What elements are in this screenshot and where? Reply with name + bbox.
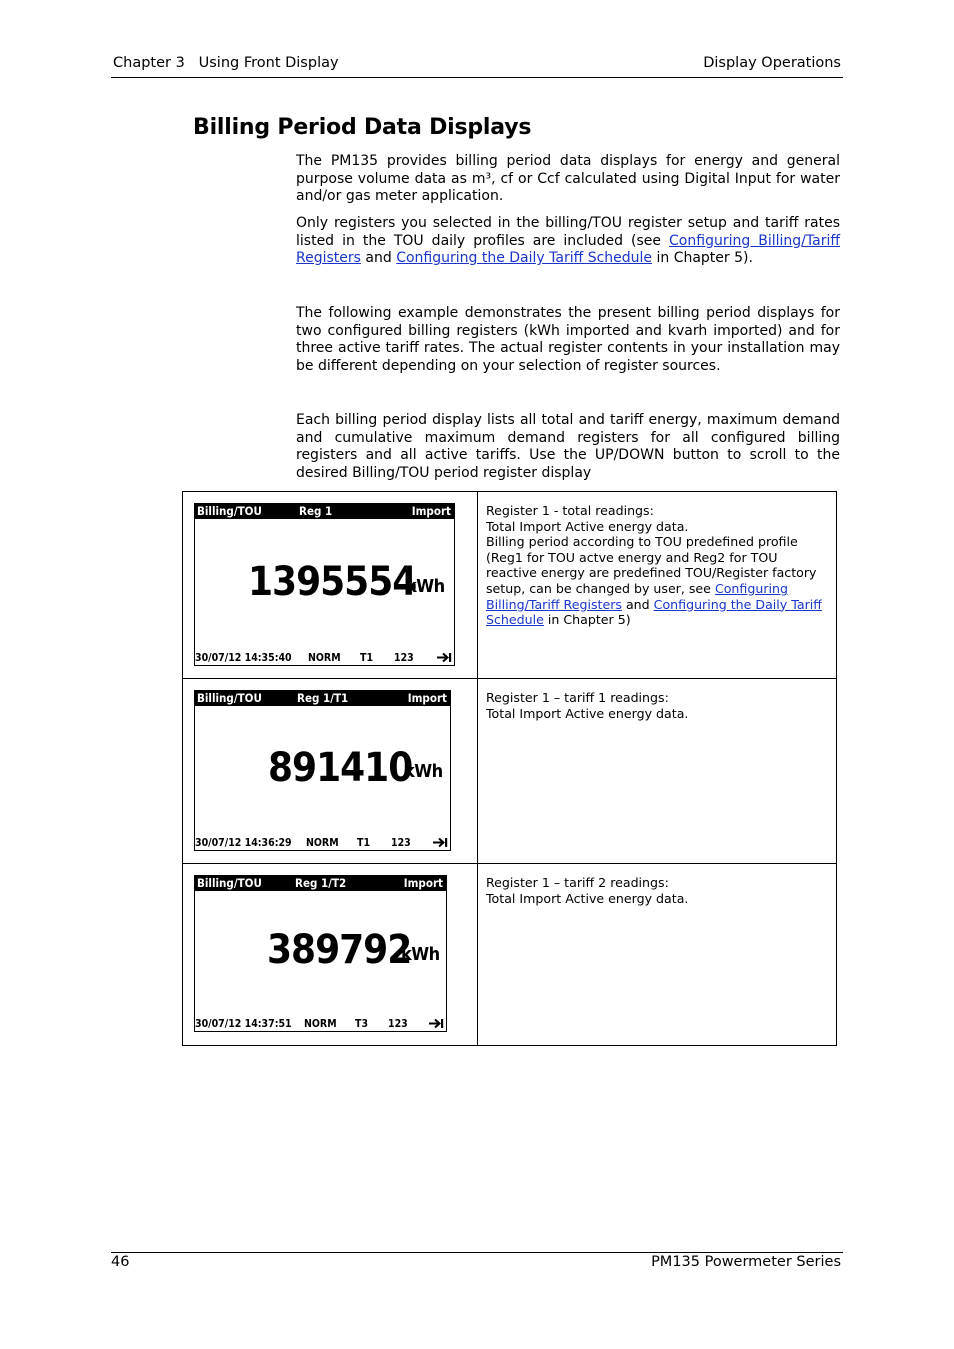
paragraph-registers	[296, 215, 840, 268]
row-description	[486, 875, 831, 906]
description-heading: Register 1 – tariff 2 readings:	[486, 875, 669, 890]
paragraph-example: The following example demonstrates the present billing period displays for two configured billing registers (kWh imported and kvarh imported) and for three active tariff rates. The actual register contents in your installation may be different depending on your selection of register sources.	[296, 305, 840, 374]
paragraph-intro: The PM135 provides billing period data displays for energy and general purpose volume data as m³, cf or Ccf calculated using Digital Input for water and/or gas meter application.	[296, 153, 840, 204]
lcd-direction: Import	[411, 504, 451, 518]
row-description	[486, 690, 831, 721]
lcd-unit: kWh	[404, 761, 443, 782]
lcd-sequence: 123	[394, 652, 414, 664]
lcd-datetime: 30/07/12 14:35:40	[195, 652, 292, 664]
lcd-title-bar	[195, 691, 450, 706]
lcd-register: Reg 1/T1	[297, 691, 349, 705]
row-description	[486, 503, 831, 628]
paragraph-text: and	[360, 250, 397, 266]
lcd-display-total	[194, 503, 455, 666]
lcd-datetime: 30/07/12 14:36:29	[195, 837, 292, 849]
header-chapter: Chapter 3 Using Front Display	[113, 55, 339, 71]
lcd-direction: Import	[403, 876, 443, 890]
billing-display-table	[182, 491, 837, 1046]
table-row	[183, 679, 836, 864]
description-heading: Register 1 – tariff 1 readings:	[486, 690, 669, 705]
lcd-register: Reg 1/T2	[295, 876, 347, 890]
link-configuring-billing-tariff-registers[interactable]: Configuring Billing/Tariff Registers	[486, 580, 788, 612]
lcd-sequence: 123	[391, 837, 411, 849]
paragraph-text: Only registers you selected in the billing/TOU register setup and tariff rates listed in the TOU daily profiles are included (see	[296, 215, 840, 249]
table-row	[183, 492, 836, 679]
lcd-title-bar	[195, 876, 446, 891]
product-name: PM135 Powermeter Series	[651, 1254, 841, 1270]
arrow-to-bar-icon	[436, 652, 452, 667]
lcd-status: NORM	[304, 1018, 337, 1030]
lcd-display-tariff-1	[194, 690, 451, 851]
lcd-display-tariff-2	[194, 875, 447, 1032]
lcd-mode: Billing/TOU	[197, 504, 262, 518]
lcd-status: NORM	[306, 837, 339, 849]
lcd-sequence: 123	[388, 1018, 408, 1030]
description-line: Total Import Active energy data.	[486, 705, 689, 721]
lcd-tariff: T1	[357, 837, 371, 849]
lcd-register: Reg 1	[299, 504, 333, 518]
lcd-mode: Billing/TOU	[197, 691, 262, 705]
arrow-to-bar-icon	[428, 1018, 444, 1033]
table-row	[183, 864, 836, 1045]
lcd-datetime: 30/07/12 14:37:51	[195, 1018, 292, 1030]
lcd-tariff: T3	[355, 1018, 369, 1030]
description-text: and	[621, 596, 654, 612]
lcd-unit: kWh	[406, 576, 445, 597]
description-detail	[486, 534, 831, 628]
description-line: Total Import Active energy data.	[486, 890, 689, 906]
lcd-unit: kWh	[401, 944, 440, 965]
arrow-to-bar-icon	[432, 837, 448, 852]
lcd-status-bar	[195, 1018, 446, 1031]
link-configuring-billing-tariff-registers[interactable]: Configuring Billing/Tariff Registers	[296, 232, 840, 266]
link-configuring-daily-tariff-schedule[interactable]: Configuring the Daily Tariff Schedule	[396, 250, 653, 266]
lcd-tariff: T1	[360, 652, 374, 664]
lcd-status-bar	[195, 652, 454, 665]
section-title: Billing Period Data Displays	[193, 115, 532, 140]
lcd-title-bar	[195, 504, 454, 519]
description-text: Billing period according to TOU predefined profile (Reg1 for TOU actve energy and Reg2 for TOU reactive energy are predefined TOU/Register factory setup, can be changed by user, see	[486, 534, 817, 596]
lcd-status: NORM	[308, 652, 341, 664]
lcd-mode: Billing/TOU	[197, 876, 262, 890]
paragraph-scroll: Each billing period display lists all total and tariff energy, maximum demand and cumulative maximum demand registers for all configured billing registers and all active tariffs. Use the UP/DOWN button to scroll to the desired Billing/TOU period register display	[296, 412, 840, 481]
lcd-value: 891410	[268, 745, 413, 791]
description-heading: Register 1 - total readings:	[486, 503, 654, 518]
description-text: in Chapter 5)	[543, 612, 631, 628]
paragraph-text: in Chapter 5).	[652, 250, 753, 266]
page-footer	[111, 1252, 843, 1275]
header-section: Display Operations	[703, 55, 841, 71]
lcd-value: 389792	[267, 927, 412, 973]
description-line: Total Import Active energy data.	[486, 518, 689, 534]
lcd-status-bar	[195, 837, 450, 850]
lcd-value: 1395554	[248, 559, 417, 605]
page-header	[111, 55, 843, 78]
lcd-direction: Import	[407, 691, 447, 705]
link-configuring-daily-tariff-schedule[interactable]: Configuring the Daily Tariff Schedule	[486, 596, 822, 628]
page-number: 46	[111, 1254, 130, 1270]
